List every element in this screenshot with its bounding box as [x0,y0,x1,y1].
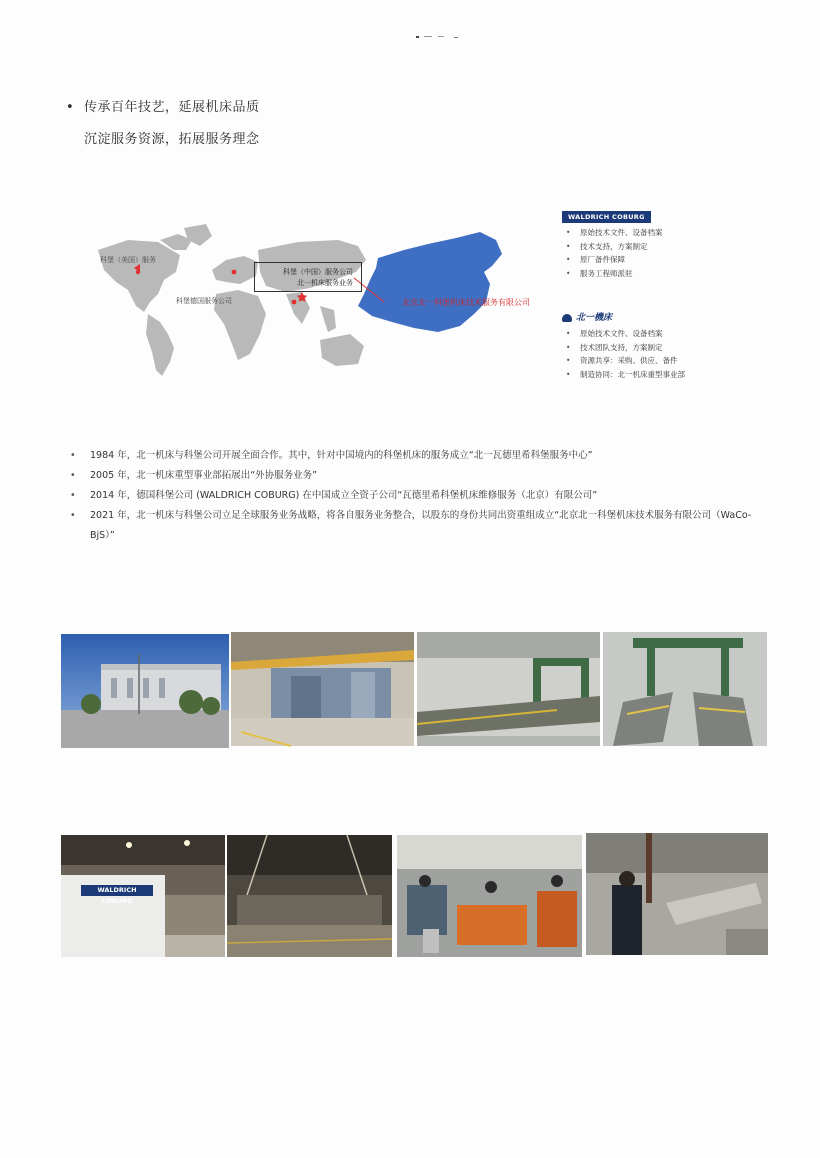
coburg-sign: WALDRICH COBURG [97,886,137,905]
photo-factory-exterior [61,634,229,748]
list-item: • 技术团队支持，方案制定 [562,341,762,355]
beiyi-logo-text: 北一機床 [576,313,613,323]
history-item: • 2005 年，北一机床重型事业部拓展出“外协服务业务” [66,466,766,486]
photo-machine-hall [231,632,414,746]
box-line-coburg-china: 科堡（中国）服务公司 [283,268,353,276]
box-line-beiyi: 北一机床服务业务 [297,279,353,287]
history-item: • 2014 年，德国科堡公司 (WALDRICH COBURG) 在中国成立全资子公司“瓦德里希科堡机床维修服务（北京）有限公司” [66,486,766,506]
label-usa-service: 科堡（美国）服务 [100,256,156,264]
scan-mark [414,34,462,40]
china-service-box [254,262,362,292]
list-item: • 技术支持，方案制定 [562,240,762,254]
photo-gantry-assembly [417,632,600,746]
history-item: • 2021 年，北一机床与科堡公司立足全球服务业务战略，将各自服务业务整合，以股东的身份共同出资重组成立“北京北一科堡机床技术服务有限公司（WaCo-BjS）” [66,506,766,546]
history-list [66,446,766,546]
beiyi-logo [562,310,612,323]
label-germany-service: 科堡德国服务公司 [176,297,232,305]
joint-venture-label: 北京北一科堡机床技术服务有限公司 [402,298,530,307]
china-region [358,232,502,332]
headline-secondary: 沉淀服务资源，拓展服务理念 [84,132,260,147]
photo-repair-workbench [397,835,582,957]
photo-coburg-hall [61,835,225,957]
headline-primary-text: 传承百年技艺，延展机床品质 [84,100,260,115]
list-item: • 原始技术文件、设备档案 [562,226,762,240]
waldrich-coburg-logo: WALDRICH COBURG [562,211,651,223]
list-item: • 服务工程师派驻 [562,267,762,281]
history-item: • 1984 年，北一机床与科堡公司开展全面合作。其中，针对中国境内的科堡机床的服务成立“北一瓦德里希科堡服务中心” [66,446,766,466]
list-item: • 资源共享：采购、供应、备件 [562,354,762,368]
list-item: • 原厂备件保障 [562,253,762,267]
list-item: • 原始技术文件、设备档案 [562,327,762,341]
beiyi-capabilities [562,327,762,381]
beiyi-mark-icon [562,314,572,322]
world-landmass [98,224,366,376]
list-item: • 制造协同：北一机床重型事业部 [562,368,762,382]
photo-technician-crane [586,833,768,955]
waldrich-capabilities [562,226,762,280]
photo-machine-beds [603,632,767,746]
photo-workshop-floor [227,835,392,957]
headline-primary: • 传承百年技艺，延展机床品质 [66,100,260,115]
